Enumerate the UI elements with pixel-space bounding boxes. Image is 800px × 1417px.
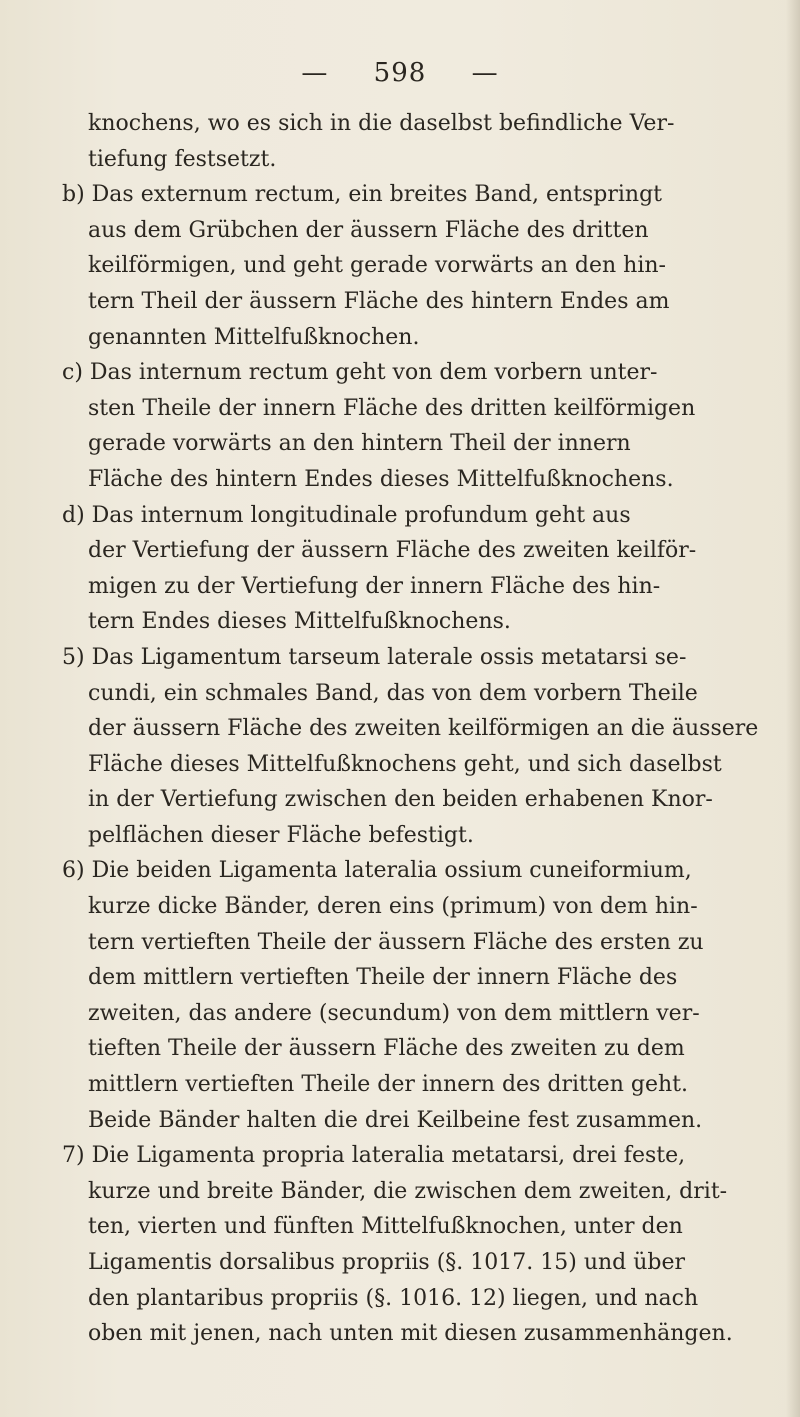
text-line: aus dem Grübchen der äussern Fläche des dritten (88, 217, 649, 243)
body-text (62, 106, 782, 1352)
text-line: genannten Mittelfußknochen. (88, 324, 420, 350)
text-line: tern Endes dieses Mittelfußknochens. (88, 609, 511, 635)
text-line: mittlern vertieften Theile der innern des dritten geht. (88, 1072, 688, 1098)
text-line: migen zu der Vertiefung der innern Fläche des hin- (88, 573, 661, 599)
text-line: der Vertiefung der äussern Fläche des zweiten keilför- (88, 538, 697, 564)
text-line: tern Theil der äussern Fläche des hintern Endes am (88, 288, 670, 314)
text-line: oben mit jenen, nach unten mit diesen zusammenhängen. (88, 1321, 733, 1347)
text-line: c) Das internum rectum geht von dem vorbern unter- (62, 360, 658, 386)
text-line: gerade vorwärts an den hintern Theil der innern (88, 431, 631, 457)
text-line: dem mittlern vertieften Theile der innern Fläche des (88, 965, 678, 991)
page-header (0, 58, 800, 88)
text-line: cundi, ein schmales Band, das von dem vorbern Theile (88, 680, 698, 706)
text-line: Ligamentis dorsalibus propriis (§. 1017. 15) und über (88, 1250, 686, 1275)
text-line: keilförmigen, und geht gerade vorwärts an den hin- (88, 253, 666, 279)
text-line: Fläche des hintern Endes dieses Mittelfußknochens. (88, 466, 674, 492)
header-dash-right: — (471, 58, 499, 88)
text-line: tiefung festsetzt. (88, 146, 277, 172)
text-line: d) Das internum longitudinale profundum geht aus (62, 502, 631, 528)
text-line: tern vertieften Theile der äussern Fläche des ersten zu (88, 929, 704, 955)
text-line: b) Das externum rectum, ein breites Band, entspringt (62, 182, 662, 208)
text-line: der äussern Fläche des zweiten keilförmigen an die äussere (88, 716, 759, 742)
text-line: Fläche dieses Mittelfußknochens geht, und sich daselbst (88, 751, 722, 777)
text-line: Beide Bänder halten die drei Keilbeine fest zusammen. (88, 1107, 703, 1133)
text-line: tieften Theile der äussern Fläche des zweiten zu dem (88, 1036, 685, 1062)
page-edge-shadow (786, 0, 800, 1417)
text-line: ten, vierten und fünften Mittelfußknochen, unter den (88, 1214, 683, 1240)
text-line: kurze und breite Bänder, die zwischen dem zweiten, drit- (88, 1178, 728, 1204)
text-line: pelflächen dieser Fläche befestigt. (88, 822, 474, 848)
text-line: zweiten, das andere (secundum) von dem mittlern ver- (88, 1000, 700, 1026)
text-line: knochens, wo es sich in die daselbst befindliche Ver- (88, 111, 675, 136)
header-dash-left: — (301, 58, 329, 88)
text-line: 5) Das Ligamentum tarseum laterale ossis metatarsi se- (62, 644, 687, 670)
text-line: 7) Die Ligamenta propria lateralia metatarsi, drei feste, (62, 1143, 686, 1169)
text-line: kurze dicke Bänder, deren eins (primum) von dem hin- (88, 894, 698, 920)
text-line: sten Theile der innern Fläche des dritten keilförmigen (88, 395, 696, 421)
text-line: 6) Die beiden Ligamenta lateralia ossium cuneiformium, (62, 858, 692, 884)
page-number: 598 (373, 58, 427, 88)
text-line: in der Vertiefung zwischen den beiden erhabenen Knor- (88, 787, 713, 813)
text-line: den plantaribus propriis (§. 1016. 12) liegen, und nach (88, 1285, 699, 1311)
